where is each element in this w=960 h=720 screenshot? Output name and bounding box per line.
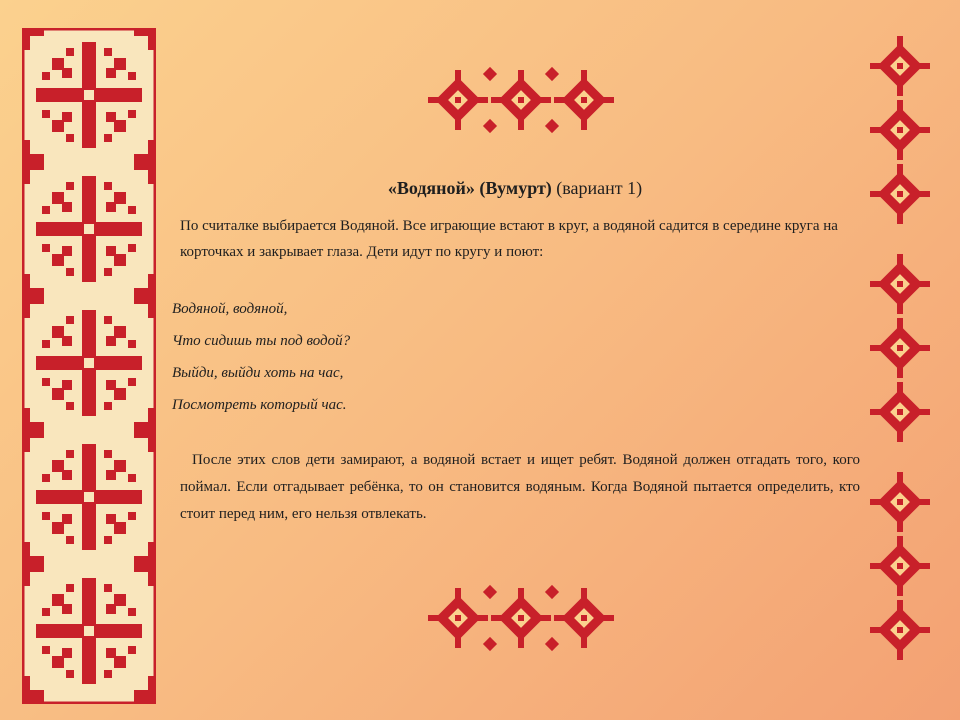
after-song-paragraph: После этих слов дети замирают, а водяной встает и ищет ребят. Водяной должен отгадать того, кого поймал. Если отгадывает ребёнка, то он становится водяным. Когда Водяной пытается определить, кто стоит перед ним, его нельзя отвлекать.	[180, 452, 860, 522]
verse-line: Выйди, выйди хоть на час,	[172, 365, 344, 381]
embroidery-star-ornament	[860, 248, 940, 448]
song-verse	[172, 293, 860, 421]
main-content	[170, 170, 860, 528]
page-title	[170, 178, 860, 199]
bottom-ornament	[428, 582, 614, 654]
embroidery-star-ornament	[860, 466, 940, 666]
embroidery-border-pattern	[22, 28, 156, 704]
verse-line: Водяной, водяной,	[172, 301, 288, 317]
rules-paragraph: По считалке выбирается Водяной. Все играющие встают в круг, а водяной садится в середине круга на корточках и закрывает глаза. Дети идут по кругу и поют:	[180, 218, 838, 260]
embroidery-star-ornament	[860, 30, 940, 230]
verse-line: Что сидишь ты под водой?	[172, 333, 351, 349]
top-ornament	[428, 64, 614, 136]
verse-line: Посмотреть который час.	[172, 397, 347, 413]
right-ornament-column	[852, 30, 948, 668]
title-variant: (вариант 1)	[556, 178, 643, 198]
embroidery-star-ornament	[428, 64, 614, 136]
left-embroidery-border	[22, 28, 156, 704]
title-bold: «Водяной» (Вумурт)	[387, 178, 552, 198]
embroidery-star-ornament	[428, 582, 614, 654]
